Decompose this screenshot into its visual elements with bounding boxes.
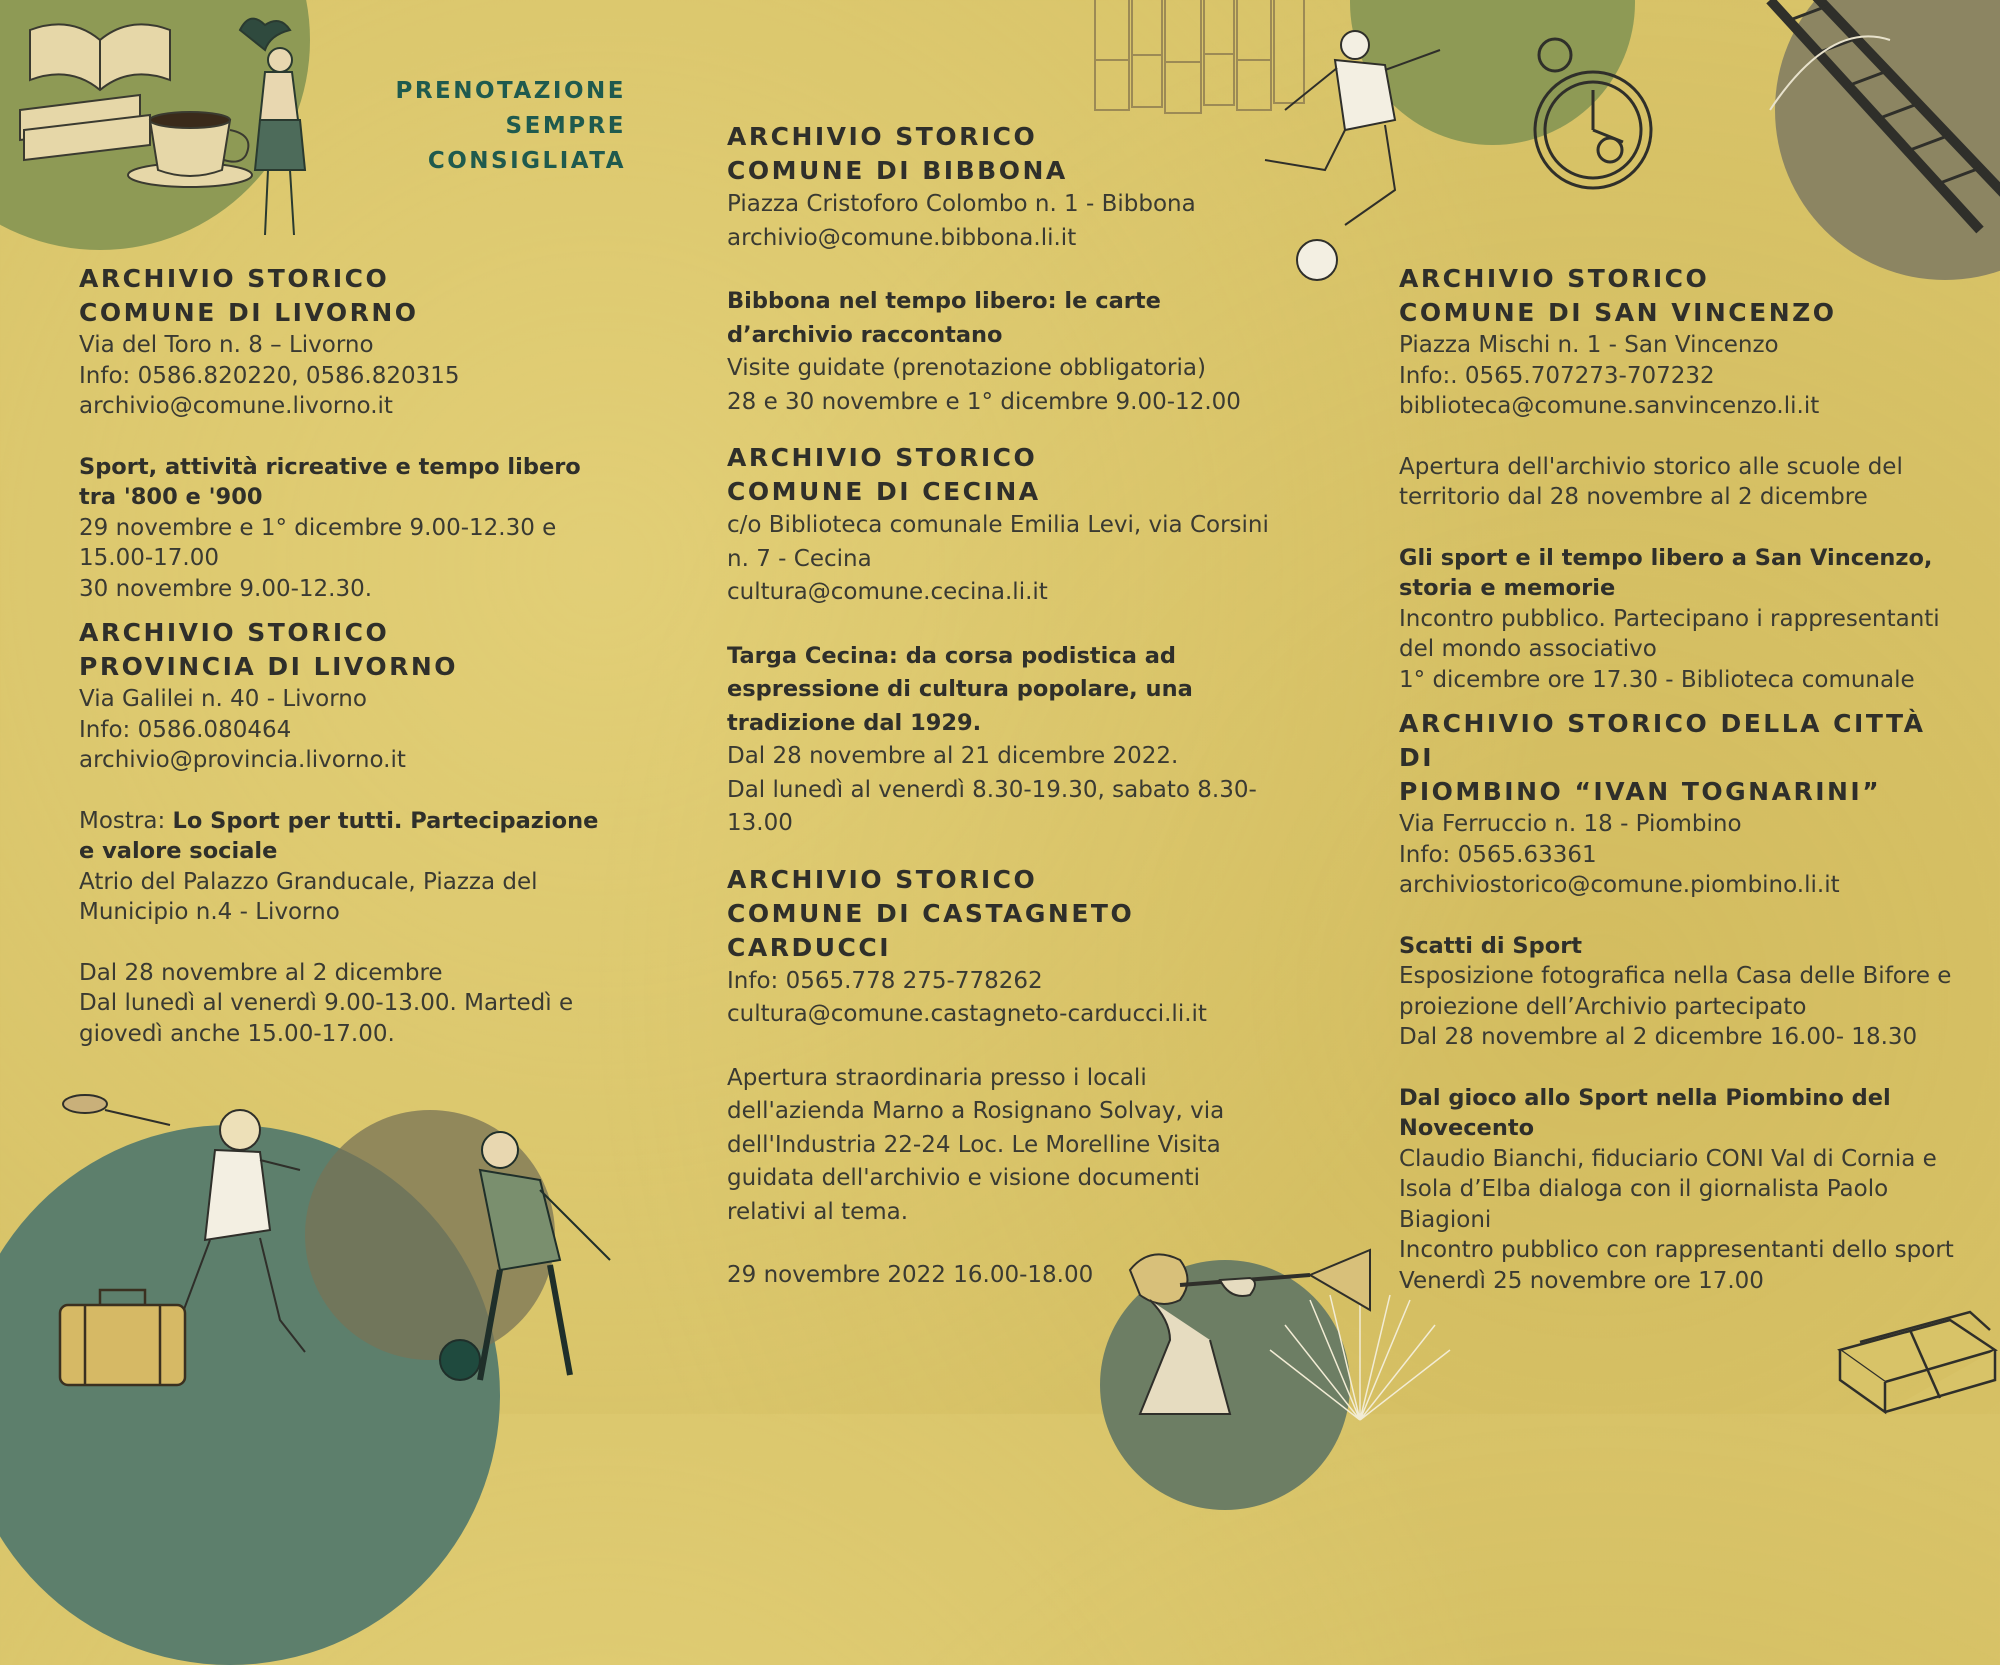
event-title: Scatti di Sport — [1399, 932, 1583, 959]
email-link[interactable]: archivio@comune.livorno.it — [79, 393, 393, 419]
column-right — [1399, 262, 1959, 1296]
section-title: ARCHIVIO STORICO — [79, 264, 390, 293]
event-dates: 1° dicembre ore 17.30 - Biblioteca comunale — [1399, 666, 1915, 693]
section-title: COMUNE DI CECINA — [727, 477, 1041, 506]
event-dates: Dal 28 novembre al 2 dicembre — [79, 959, 443, 986]
section-title: PIOMBINO “IVAN TOGNARINI” — [1399, 777, 1882, 806]
section-archivio-piombino — [1399, 707, 1959, 1296]
section-title: COMUNE DI LIVORNO — [79, 298, 419, 327]
reservation-line-1: PRENOTAZIONE — [395, 78, 626, 104]
section-title: ARCHIVIO STORICO — [79, 618, 390, 647]
event-dates: 29 novembre 2022 16.00-18.00 — [727, 1262, 1094, 1288]
address: Via Ferruccio n. 18 - Piombino — [1399, 811, 1742, 837]
address: Via del Toro n. 8 – Livorno — [79, 332, 374, 358]
book-bundle-icon — [1830, 1290, 2000, 1414]
reservation-line-2: SEMPRE CONSIGLIATA — [427, 113, 626, 174]
info-phone: Info: 0565.63361 — [1399, 841, 1597, 868]
event-dates: 28 e 30 novembre e 1° dicembre 9.00-12.00 — [727, 388, 1241, 415]
event-title: Dal gioco allo Sport nella Piombino del Novecento — [1399, 1084, 1891, 1141]
email-link[interactable]: archivio@provincia.livorno.it — [79, 747, 406, 773]
suitcase-icon — [55, 1280, 190, 1390]
event-dates: Venerdì 25 novembre ore 17.00 — [1399, 1267, 1764, 1294]
event-hours: Dal lunedì al venerdì 9.00-13.00. Martedì e giovedì anche 15.00-17.00. — [79, 990, 574, 1047]
info-phone: Info: 0586.080464 — [79, 716, 292, 743]
section-provincia-livorno — [79, 616, 619, 1049]
address: Via Galilei n. 40 - Livorno — [79, 686, 367, 712]
pocket-watch-icon — [1515, 30, 1665, 190]
opening-note: Apertura dell'archivio storico alle scuole del territorio dal 28 novembre al 2 dicembre — [1399, 453, 1903, 510]
section-archivio-cecina — [727, 441, 1277, 841]
event-title: Bibbona nel tempo libero: le carte d’archivio raccontano — [727, 288, 1161, 348]
event-dates: Dal 28 novembre al 2 dicembre 16.00- 18.30 — [1399, 1024, 1918, 1050]
section-title: COMUNE DI SAN VINCENZO — [1399, 298, 1837, 327]
film-strip-icon — [1770, 0, 2000, 250]
event-title: Lo Sport per tutti. Partecipazione e valore sociale — [79, 807, 599, 864]
event-detail: Visite guidate (prenotazione obbligatoria) — [727, 355, 1206, 381]
info-phone: Info: 0586.820220, 0586.820315 — [79, 362, 460, 389]
email-link[interactable]: cultura@comune.castagneto-carducci.li.it — [727, 1001, 1207, 1027]
event-detail: Claudio Bianchi, fiduciario CONI Val di Cornia e Isola d’Elba dialoga con il giornalista Paolo Biagioni — [1399, 1145, 1937, 1233]
event-detail: Incontro pubblico con rappresentanti dello sport — [1399, 1237, 1954, 1263]
email-link[interactable]: archivio@comune.bibbona.li.it — [727, 224, 1077, 251]
section-title: ARCHIVIO STORICO DELLA CITTÀ DI — [1399, 709, 1926, 772]
event-title: Targa Cecina: da corsa podistica ad espressione di cultura popolare, una tradizione dal 1929. — [727, 642, 1193, 736]
event-detail: Esposizione fotografica nella Casa delle Bifore e proiezione dell’Archivio partecipato — [1399, 963, 1952, 1020]
section-archivio-livorno — [79, 262, 619, 604]
column-center — [727, 120, 1277, 1293]
section-title: COMUNE DI BIBBONA — [727, 156, 1068, 185]
event-dates: Dal 28 novembre al 21 dicembre 2022. — [727, 743, 1179, 769]
section-title: ARCHIVIO STORICO — [727, 864, 1038, 894]
event-title: Sport, attività ricreative e tempo libero tra '800 e '900 — [79, 453, 581, 510]
section-archivio-san-vincenzo — [1399, 262, 1959, 695]
address: c/o Biblioteca comunale Emilia Levi, via Corsini n. 7 - Cecina — [727, 512, 1269, 572]
event-detail: Incontro pubblico. Partecipano i rappresentanti del mondo associativo — [1399, 605, 1940, 662]
email-link[interactable]: biblioteca@comune.sanvincenzo.li.it — [1399, 393, 1820, 419]
info-phone: Info:. 0565.707273-707232 — [1399, 362, 1715, 389]
event-hours: Dal lunedì al venerdì 8.30-19.30, sabato 8.30-13.00 — [727, 776, 1257, 836]
section-title: PROVINCIA DI LIVORNO — [79, 652, 459, 681]
email-link[interactable]: cultura@comune.cecina.li.it — [727, 579, 1048, 605]
exhibition-prefix: Mostra: — [79, 807, 173, 834]
section-title: ARCHIVIO STORICO — [727, 122, 1038, 151]
event-dates: 30 novembre 9.00-12.30. — [79, 575, 373, 602]
reservation-note — [300, 74, 626, 179]
section-archivio-castagneto — [727, 863, 1277, 1293]
address: Piazza Mischi n. 1 - San Vincenzo — [1399, 332, 1779, 358]
email-link[interactable]: archiviostorico@comune.piombino.li.it — [1399, 872, 1840, 898]
info-phone: Info: 0565.778 275-778262 — [727, 967, 1043, 994]
event-dates: 29 novembre e 1° dicembre 9.00-12.30 e 15.00-17.00 — [79, 514, 557, 571]
section-title: COMUNE DI CASTAGNETO CARDUCCI — [727, 898, 1135, 962]
section-title: ARCHIVIO STORICO — [1399, 264, 1710, 293]
exhibition-line — [79, 806, 619, 867]
address: Piazza Cristoforo Colombo n. 1 - Bibbona — [727, 191, 1196, 217]
event-title: Gli sport e il tempo libero a San Vincenzo, storia e memorie — [1399, 544, 1933, 601]
section-archivio-bibbona — [727, 120, 1277, 419]
column-left — [79, 262, 619, 1049]
venue: Atrio del Palazzo Granducale, Piazza del Municipio n.4 - Livorno — [79, 868, 538, 925]
event-description: Apertura straordinaria presso i locali dell'azienda Marno a Rosignano Solvay, via dell'Industria 22-24 Loc. Le Morelline Visita guidata dell'archivio e visione documenti relativi al tema. — [727, 1064, 1225, 1225]
bowler-illustration — [440, 1120, 630, 1410]
section-title: ARCHIVIO STORICO — [727, 443, 1038, 472]
